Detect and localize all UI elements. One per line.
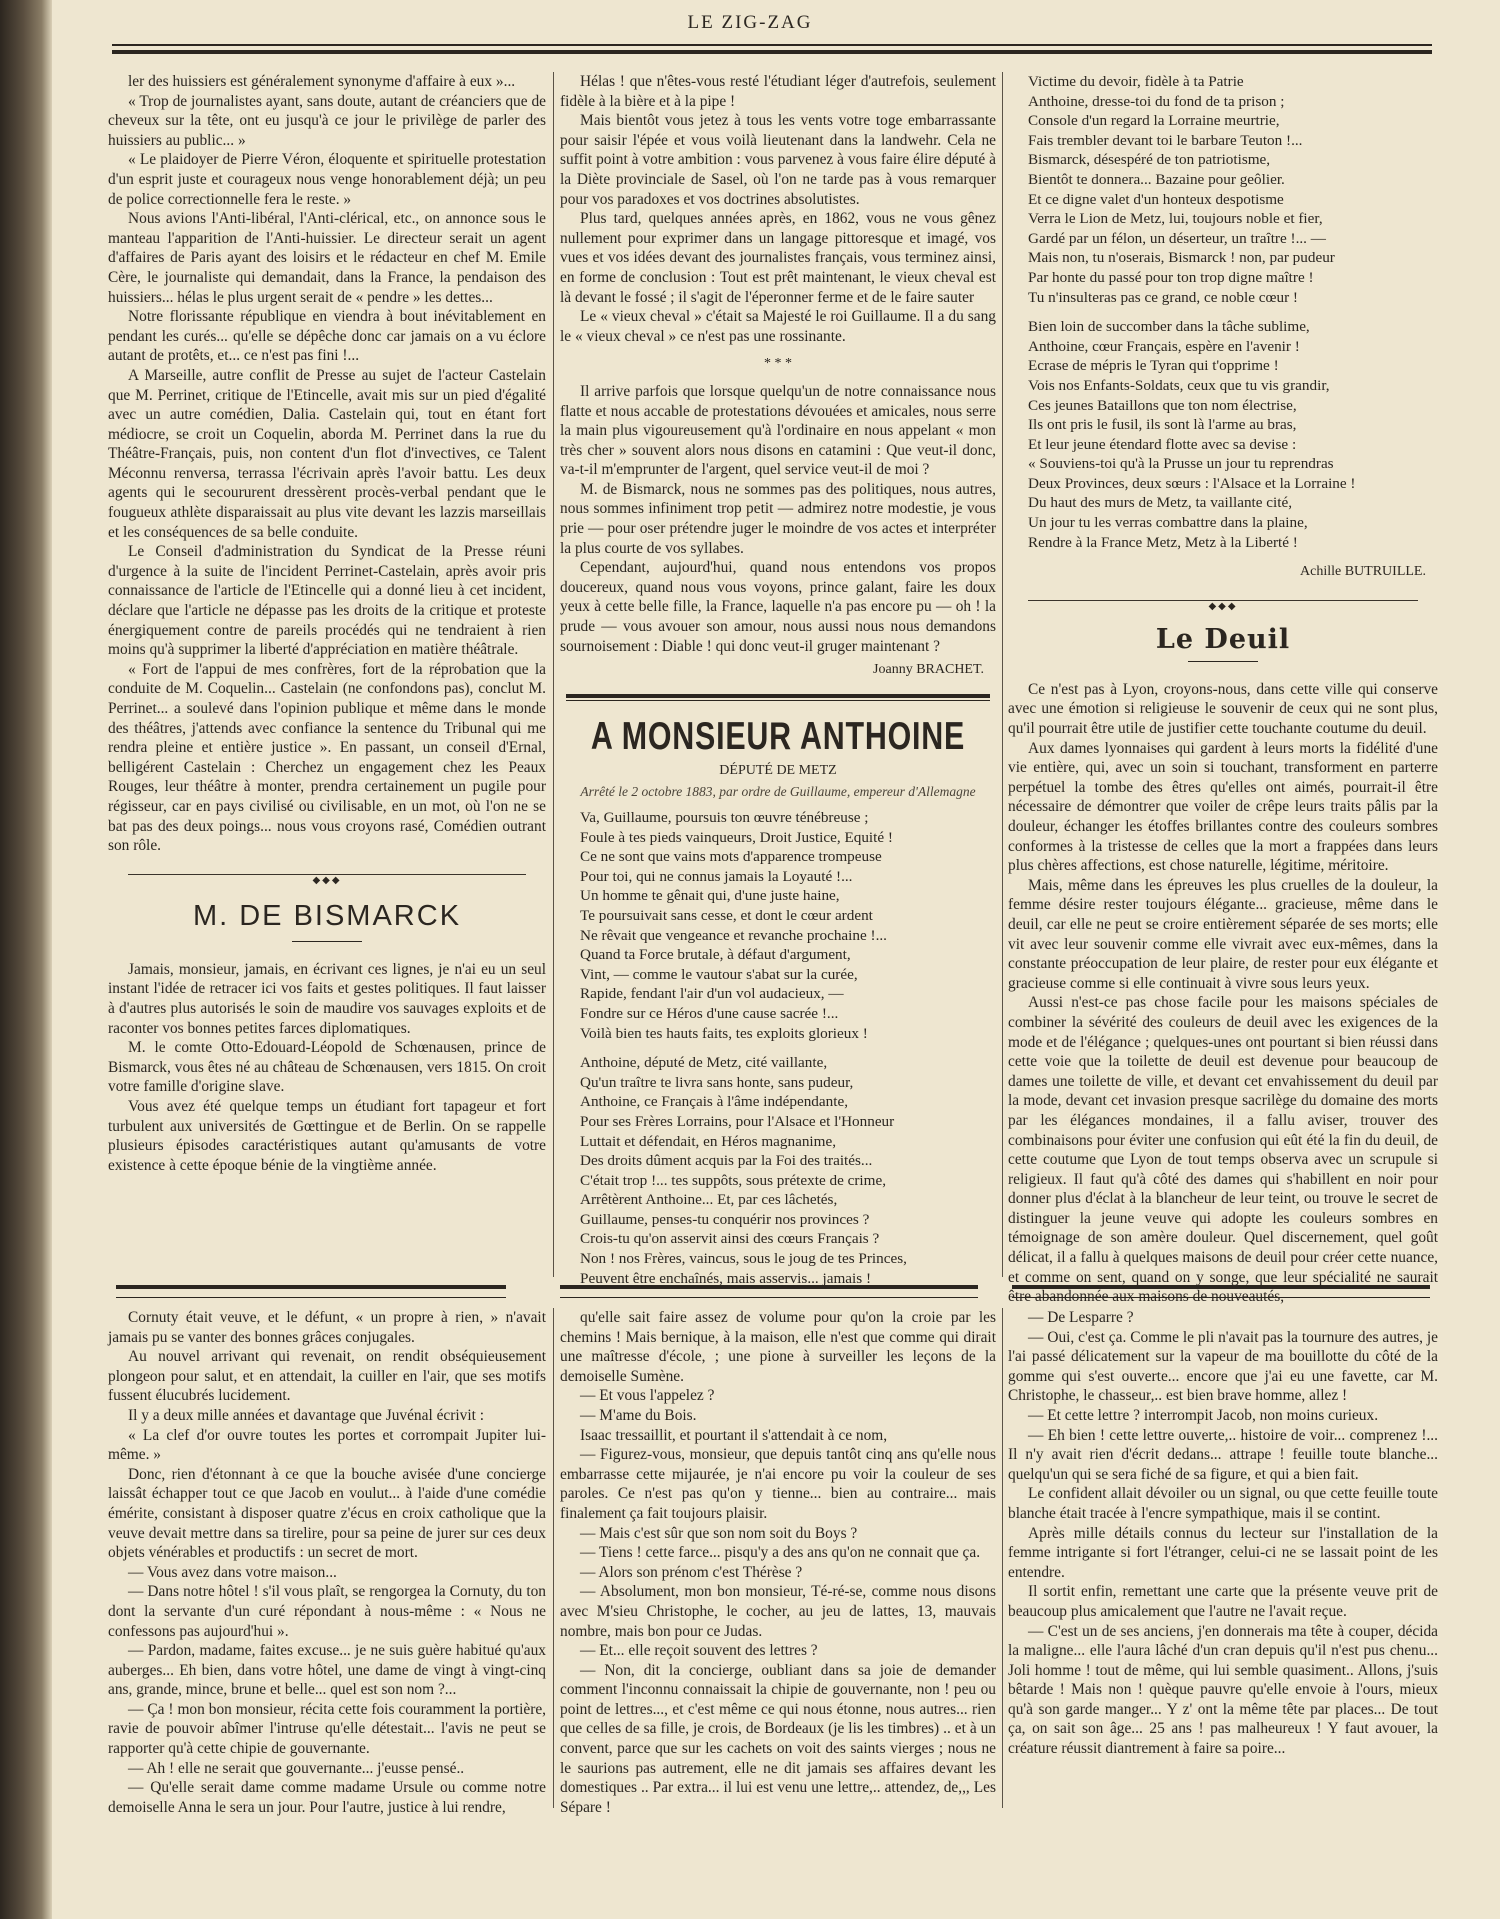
- paragraph: Il sortit enfin, remettant une carte que la présente veuve prit de beaucoup plus amicalement que l'autre ne l'avait reçue.: [1008, 1583, 1438, 1620]
- poem-line-list: [1008, 72, 1438, 307]
- poem-note: Arrêté le 2 octobre 1883, par ordre de Guillaume, empereur d'Allemagne: [580, 784, 976, 800]
- poem-line: Un jour tu les verras combattre dans la plaine,: [1028, 514, 1308, 532]
- section-rule: [116, 1285, 506, 1298]
- paragraph: Nous avions l'Anti-libéral, l'Anti-clérical, etc., on annonce sous le manteau l'apparition de l'Anti-huissier. Le directeur serait un agent d'affaires de Paris ayant des loisirs et le rédacteur en chef M. Emile Cère, le journaliste qui demandait, dans la France, la pendaison des huissiers... hélas le plus urgent serait de « pendre » les dettes...: [108, 210, 546, 306]
- poem-line: Et ce digne valet d'un honteux despotisme: [1028, 190, 1284, 208]
- paragraph: Hélas ! que n'êtes-vous resté l'étudiant léger d'autrefois, seulement fidèle à la bière et à la pipe !: [560, 73, 996, 110]
- section-rule: [566, 694, 990, 701]
- poem-line: Console d'un regard la Lorraine meurtrie,: [1028, 112, 1280, 130]
- paragraph: — Et vous l'appelez ?: [580, 1387, 715, 1405]
- paragraph-list: [1008, 680, 1438, 1307]
- paragraph: « Trop de journalistes ayant, sans doute, autant de créanciers que de cheveux sur la tête, ont eu jusqu'à ce jour le privilège de parler des huissiers au public... »: [108, 92, 546, 149]
- paragraph: Vous avez été quelque temps un étudiant fort tapageur et fort turbulent aux universités de Gœttingue et de Berlin. On se rappelle plusieurs épisodes caractéristiques autant qu'amusants de votre existence à cette époque bénie de la vingtième année.: [108, 1097, 546, 1174]
- poem-line: Anthoine, député de Metz, cité vaillante,: [580, 1054, 828, 1072]
- column-divider: [1002, 1308, 1003, 1808]
- paragraph: Le confident allait dévoiler ou un signal, ou que cette feuille toute blanche était tracée à l'encre sympathique, mais il se contint.: [1008, 1485, 1438, 1522]
- top-section: [108, 72, 1438, 1306]
- poem-line: Bien loin de succomber dans la tâche sublime,: [1028, 318, 1310, 336]
- poem-line: Luttait et défendait, en Héros magnanime,: [580, 1132, 836, 1150]
- top-column-3: [1008, 72, 1438, 1306]
- column-divider: [553, 1308, 554, 1808]
- poem-line: Qu'un traître te livra sans honte, sans pudeur,: [580, 1073, 854, 1091]
- paragraph: — Mais c'est sûr que son nom soit du Boys ?: [580, 1524, 858, 1542]
- poem-line: Bientôt te donnera... Bazaine pour geôlier.: [1028, 170, 1285, 188]
- poem-line: Fondre sur ce Héros d'une cause sacrée !...: [580, 1004, 839, 1022]
- paragraph: Notre florissante république en viendra à bout inévitablement en pendant les curés... qu'elle se dépêche donc car jamais on a vu éclore autant de protêts, et... ce n'est pas fini !...: [108, 308, 546, 365]
- paragraph: — Alors son prénom c'est Thérèse ?: [580, 1563, 803, 1581]
- paragraph: Cependant, aujourd'hui, quand nous entendons vos propos doucereux, quand nous vous voyons, prince galant, faire les doux yeux à cette belle fille, la France, laquelle n'a pas encore pu — oh ! la prude — vous avouer son amour, nous aussi nous nous demandons sournoisement : Diable ! qui donc veut-il gruger maintenant ?: [560, 559, 996, 655]
- poem-line: Non ! nos Frères, vaincus, sous le joug de tes Princes,: [580, 1250, 907, 1268]
- paragraph-list: [560, 72, 996, 346]
- column-divider: [553, 72, 554, 1277]
- paragraph-list: [1008, 1308, 1438, 1759]
- poem-line: Quand ta Force brutale, à défaut d'argument,: [580, 946, 851, 964]
- paragraph: — Tiens ! cette farce... pisqu'y a des ans qu'on ne connait que ça.: [580, 1544, 981, 1562]
- article-title-deuil: Le Deuil: [1155, 623, 1291, 655]
- paragraph: « La clef d'or ouvre toutes les portes et corrompait Jupiter lui-même. »: [108, 1426, 546, 1464]
- paragraph: — Ça ! mon bon monsieur, récita cette fois couramment la portière, ravie de pouvoir abîmer l'intruse qu'elle détestait... l'avis ne peut se rapporter qu'à cette chipie de gouvernante.: [108, 1700, 546, 1758]
- poem-line: Peuvent être enchaînés, mais asservis... jamais !: [580, 1269, 872, 1287]
- header-rule: [112, 44, 1432, 54]
- poem-line: Ils ont pris le fusil, ils sont là l'arme au bras,: [1028, 416, 1297, 434]
- paragraph: — Dans notre hôtel ! s'il vous plaît, se rengorgea la Cornuty, du ton dont la servante d'un curé répondant à nous-même : « Nous ne confessons pas aujourd'hui ».: [108, 1583, 546, 1640]
- poem-line: Voilà bien tes hauts faits, tes exploits glorieux !: [580, 1024, 868, 1042]
- paragraph: Il y a deux mille années et davantage que Juvénal écrivit :: [128, 1406, 484, 1424]
- poem-line-list: [560, 1053, 996, 1288]
- poem-line: Anthoine, ce Français à l'âme indépendante,: [580, 1093, 848, 1111]
- poem-line: Vint, — comme le vautour s'abat sur la curée,: [580, 965, 858, 983]
- poem-line: Ce ne sont que vains mots d'apparence trompeuse: [580, 848, 882, 866]
- poem-line: Bismarck, désespéré de ton patriotisme,: [1028, 151, 1271, 169]
- poem-line: C'était trop !... tes suppôts, sous prétexte de crime,: [580, 1171, 886, 1189]
- poem-line: Arrêtèrent Anthoine... Et, par ces lâchetés,: [580, 1191, 838, 1209]
- poem-line: Guillaume, penses-tu conquérir nos provinces ?: [580, 1210, 870, 1228]
- paragraph: — De Lesparre ?: [1028, 1309, 1134, 1326]
- poem-line: Un homme te gênait qui, d'une juste haine,: [580, 887, 840, 905]
- paragraph: M. de Bismarck, nous ne sommes pas des politiques, nous autres, nous sommes infiniment trop petit — admirez notre modestie, je vous prie — pour oser prétendre juger le moindre de vos actes et interpréter la plus courte de vos syllabes.: [560, 480, 996, 557]
- page-binding-edge: [0, 0, 52, 1919]
- ornament-divider: ◆◆◆: [1008, 596, 1438, 606]
- paragraph: — Oui, c'est ça. Comme le pli n'avait pas la tournure des autres, je l'ai passé délicatement sur la vapeur de ma bouillotte du côté de la gomme qui s'est ouverte... encore que j'ai eu une favette, car M. Christophe, le chasseur,.. est bien brave homme, allez !: [1008, 1328, 1438, 1405]
- paragraph: Au nouvel arrivant qui revenait, on rendit obséquieusement plongeon pour salut, et en attendait, la cuiller en l'air, que ses motifs fussent élucubrés lucidement.: [108, 1348, 546, 1405]
- paragraph: Cornuty était veuve, et le défunt, « un propre à rien, » n'avait jamais pu se vanter des bonnes grâces conjugales.: [108, 1309, 546, 1346]
- poem-line-list: [1008, 317, 1438, 552]
- title-rule: [292, 941, 362, 942]
- section-rule: [560, 1285, 978, 1298]
- poem-line: Rapide, fendant l'air d'un vol audacieux, —: [580, 985, 844, 1003]
- paragraph: — Absolument, mon bon monsieur, Té-ré-se, comme nous disons avec M'sieu Christophe, le cocher, au jeu de lattes, 13, mauvais nombre, mais bon pour ce Judas.: [560, 1583, 996, 1640]
- paragraph: A Marseille, autre conflit de Presse au sujet de l'acteur Castelain que M. Perrinet, critique de l'Etincelle, avait mis sur un pied d'égalité avec un autre comédien, Dalia. Castelain qui, tout en étant fort médiocre, se croit un Coquelin, aborda M. Perrinet dans la rue du Théâtre-Français, puis, non content d'un flot d'invectives, ce Talent Méconnu renversa, terrassa l'écrivain après l'avoir battu. Les deux agents qui le secoururent dressèrent procès-verbal pendant que le fougueux athlète disparaissait au plus vite devant les lazzis marseillais et les conséquences de sa belle conduite.: [108, 366, 546, 541]
- poem-title: A MONSIEUR ANTHOINE: [590, 714, 966, 758]
- poem-line: Du haut des murs de Metz, ta vaillante cité,: [1028, 494, 1293, 512]
- paragraph: — Figurez-vous, monsieur, que depuis tantôt cinq ans qu'elle nous embarrasse cette mijaurée, je n'ai encore pu voir la couleur de ses paroles. Ce n'est pas qu'on y tienne... bien au contraire... mais finalement ça fait toujours plaisir.: [560, 1446, 996, 1522]
- title-rule: [1188, 661, 1258, 662]
- poem-line: Ecrase de mépris le Tyran qui t'opprime !: [1028, 357, 1279, 375]
- paragraph: — Et... elle reçoit souvent des lettres ?: [580, 1642, 818, 1660]
- paragraph: Après mille détails connus du lecteur sur l'installation de la femme intrigante si fort l'étranger, celui-ci ne se lassait point de les entendre.: [1008, 1524, 1438, 1581]
- paragraph: Isaac tressaillit, et pourtant il s'attendait à ce nom,: [580, 1426, 888, 1444]
- paragraph: — Ah ! elle ne serait que gouvernante... j'eusse pensé..: [128, 1759, 465, 1777]
- top-column-2: [560, 72, 996, 1287]
- paragraph: « Fort de l'appui de mes confrères, fort de la réprobation que la conduite de M. Coquelin... Castelain (ne confondons pas), conclut M. Perrinet... a soulevé dans l'opinion publique et même dans le monde des théâtres, j'attends avec confiance la sentence du Tribunal qui me rendra pleine et entière justice ». En passant, un conseil d'Ernal, belligérent Castelain : Cherchez un engagement chez les Peaux Rouges, leur théâtre à monter, prendra certainement un pugile pour régisseur, car en pays civilisé ou civilisable, en un mot, où l'on ne se bat pas des deux poings... nous vous croyons rasé, Comédien outrant son rôle.: [108, 660, 546, 855]
- paragraph: Donc, rien d'étonnant à ce que la bouche avisée d'une concierge laissât échapper tout ce que Jacob en voulut... à l'aide d'une comédie émérite, consistant à disposer quatre z'écus en croix catholique que la veuve devait mettre dans sa tirelire, pour sa peine de jurer sur ces deux objets vénérables et productifs : un secret de mort.: [108, 1465, 546, 1562]
- paragraph-list: [560, 1308, 996, 1817]
- paragraph: M. le comte Otto-Edouard-Léopold de Schœnausen, prince de Bismarck, vous êtes né au château de Schœnausen, vers 1815. On croit votre famille d'origine slave.: [108, 1039, 546, 1096]
- poem-subtitle: DÉPUTÉ DE METZ: [719, 762, 837, 778]
- paragraph-list: [108, 960, 546, 1176]
- paragraph: Mais, même dans les épreuves les plus cruelles de la douleur, la femme désire rester toujours élégante... gracieuse, même dans le deuil, car elle ne peut se croire entièrement séparée de ses morts; elle vit avec leur souvenir comme elle vivrait avec eux-mêmes, dans la constante préoccupation de leur plaire, de rester pour eux élégante et gracieuse comme si elle continuait à vivre sous leurs yeux.: [1008, 876, 1438, 992]
- paragraph: — Eh bien ! cette lettre ouverte,.. histoire de voir... comprenez !... Il n'y avait rien d'écrit dedans... attrape ! feuille toute blanche... quelqu'un qui se sera fiché de sa figure, et qui a bien fait.: [1008, 1426, 1438, 1483]
- article-title-bismarck: M. DE BISMARCK: [192, 899, 462, 932]
- poem-line: Fais trembler devant toi le barbare Teuton !...: [1028, 131, 1303, 149]
- paragraph: Il arrive parfois que lorsque quelqu'un de notre connaissance nous flatte et nous accable de protestations dévouées et amicales, nous serre la main plus vigoureusement qu'à l'ordinaire en nous appelant « mon très cher » souvent alors nous disons en catamini : Que veut-il donc, va-t-il m'emprunter de l'argent, quel service veut-il de moi ?: [560, 382, 996, 479]
- poem-line: Victime du devoir, fidèle à ta Patrie: [1028, 73, 1244, 90]
- poem-line: Va, Guillaume, poursuis ton œuvre ténébreuse ;: [580, 809, 869, 826]
- bottom-section-feuilleton: [108, 1308, 1438, 1816]
- poem-line: Tu n'insulteras pas ce grand, ce noble cœur !: [1028, 288, 1298, 306]
- poem-line: Et leur jeune étendard flotte avec sa devise :: [1028, 435, 1297, 453]
- paragraph: — Et cette lettre ? interrompit Jacob, non moins curieux.: [1028, 1406, 1379, 1424]
- poem-line: Ces jeunes Bataillons que ton nom électrise,: [1028, 396, 1297, 414]
- poem-line: Mais non, tu n'oserais, Bismarck ! non, par pudeur: [1028, 249, 1335, 267]
- poem-line: Par honte du passé pour ton trop digne maître !: [1028, 268, 1314, 286]
- paragraph: — Vous avez dans votre maison...: [128, 1563, 337, 1581]
- column-divider: [1002, 72, 1003, 1277]
- poem-line: Rendre à la France Metz, Metz à la Liberté !: [1028, 533, 1298, 551]
- poem-line-list: [560, 808, 996, 1043]
- paragraph: — M'ame du Bois.: [580, 1406, 697, 1424]
- poem-line: Te poursuivait sans cesse, et dont le cœur ardent: [580, 906, 873, 924]
- poem-line: Foule à tes pieds vainqueurs, Droit Justice, Equité !: [580, 828, 893, 846]
- paragraph-list: [560, 382, 996, 656]
- paragraph: Ce n'est pas à Lyon, croyons-nous, dans cette ville qui conserve avec une émotion si religieuse le souvenir de ceux qui ne sont plus, qu'il pourrait être utile de justifier cette touchante coutume du deuil.: [1008, 680, 1438, 738]
- paragraph: Aussi n'est-ce pas chose facile pour les maisons spéciales de combiner la sévérité des couleurs de deuil avec les exigences de la mode et de l'élégance ; quelques-unes ont pourtant si bien réussi dans cette voie que la toilette de deuil est devenue pour beaucoup de dames une toilette de ville, et devant cet envahissement du deuil par la mode, devant cet invasion presque sacrilège du domaine des morts par les élégances mondaines, il a fallu aviser, trouver des combinaisons pour éviter une confusion qui eût été la fin du deuil, de cette coutume que Lyon de tout temps observa avec un scrupule si religieux. Il faut qu'à côté des dames qui s'habillent en noir pour donner plus d'éclat à la blancheur de leur teint, ou trouve le secret de distinguer la jeune veuve qui adopte les couleurs sombres en témoignage de son amère douleur. Quel discernement, quel goût délicat, il a fallu à quelques maisons de deuil pour créer cette nuance, et comme on sent, quand on y songe, que leur spécialité ne saurait être abandonnée aux maisons de nouveautés,: [1008, 994, 1438, 1306]
- poem-line: Verra le Lion de Metz, lui, toujours noble et fier,: [1028, 210, 1323, 228]
- signature: Achille BUTRUILLE.: [1300, 564, 1426, 580]
- section-rule: [1012, 1285, 1430, 1298]
- paragraph: — C'est un de ses anciens, j'en donnerais ma tête à couper, décida la maligne... elle l'aura lâché d'un cran depuis qu'il n'est pus chenu... Joli homme ! tout de même, qui lui semble quasiment.. Allons, j'suis bêtarde ! Mais non ! quèque pauvre qu'elle envoie à l'ours, mieux qu'à son garde manger... Y z' ont la même tête par places... De tout ça, on sait son âge... 25 ans ! pas malheureux ! Y faut avouer, la créature réussit diantrement à faire sa poire...: [1008, 1622, 1438, 1758]
- ornament-divider: ◆◆◆: [108, 870, 546, 880]
- paragraph: ler des huissiers est généralement synonyme d'affaire à eux »...: [128, 73, 516, 90]
- paragraph: Le Conseil d'administration du Syndicat de la Presse réuni d'urgence à la suite de l'incident Perrinet-Castelain, après avoir pris connaissance de l'article de l'Etincelle qui a donné lieu à cet incident, déclare que l'article ne dépasse pas les droits de la critique et proteste énergiquement contre de pareils procédés qui ne tendraient à rien moins qu'à supprimer la liberté d'appréciation en matière théâtrale.: [108, 543, 546, 659]
- poem-line: Gardé par un félon, un déserteur, un traître !... —: [1028, 229, 1326, 247]
- bottom-column-1: [108, 1308, 546, 1816]
- paragraph: Plus tard, quelques années après, en 1862, vous ne vous gênez nullement pour exprimer dans un langage pittoresque et imagé, vos vues et vos idées devant des journalistes français, vous terminez ainsi, en forme de conclusion : Tout est prêt maintenant, le vieux cheval est là devant le fossé ; il s'agit de l'éperonner ferme et de le faire sauter: [560, 210, 996, 306]
- paragraph: Jamais, monsieur, jamais, en écrivant ces lignes, je n'ai eu un seul instant l'idée de retracer ici vos faits et gestes politiques. Il faut laisser à d'autres plus autorisés le soin de maudire vos sauvages exploits et de raconter vos bonnes petites farces diplomatiques.: [108, 960, 546, 1037]
- paragraph: — Pardon, madame, faites excuse... je ne suis guère habitué qu'aux auberges... Eh bien, dans votre hôtel, une dame de vingt à vingt-cinq ans, grande, mince, brune et belle... quel est son nom ?...: [108, 1642, 546, 1699]
- paragraph: « Le plaidoyer de Pierre Véron, éloquente et spirituelle protestation d'un esprit juste et courageux nous venge honorablement déjà; un peu de police correctionnelle fera le reste. »: [108, 151, 546, 208]
- paragraph: Mais bientôt vous jetez à tous les vents votre toge embarrassante pour saisir l'épée et vous voilà lieutenant dans la landwehr. Cela ne suffit point à votre ambition : vous parvenez à vous faire élire député à la Diète provinciale de Sasel, où l'on ne tarde pas à vous remarquer pour vos paradoxes et vos doctrines absolutistes.: [560, 112, 996, 208]
- poem-line: Des droits dûment acquis par la Foi des traités...: [580, 1152, 873, 1170]
- poem-line: Anthoine, cœur Français, espère en l'avenir !: [1028, 337, 1300, 355]
- poem-line: Vois nos Enfants-Soldats, ceux que tu vis grandir,: [1028, 376, 1330, 394]
- poem-line: Crois-tu qu'on asservit ainsi des cœurs Français ?: [580, 1230, 880, 1248]
- signature: Joanny BRACHET.: [873, 662, 984, 678]
- poem-line: Deux Provinces, deux sœurs : l'Alsace et la Lorraine !: [1028, 474, 1356, 492]
- paragraph: Le « vieux cheval » c'était sa Majesté le roi Guillaume. Il a du sang le « vieux cheval » ce n'est pas une rossinante.: [560, 308, 996, 345]
- paragraph: — Non, dit la concierge, oubliant dans sa joie de demander comment l'inconnu connaissait la chipie de gouvernante, non ! peu ou point de lettres..., et c'est même ce qui nous étonne, nous autres... rien que celles de sa fille, je crois, de Bordeaux (je lis les timbres) .. et à un convent, parce que sur les cachets on voit des saints vierges ; nous ne le saurions pas autrement, elle ne dit jamais ses affaires devant les domestiques .. Par extra... il lui est venu une lettre,.. attendez, de,,, Les Sépare !: [560, 1661, 996, 1816]
- top-column-1: [108, 72, 546, 1277]
- bottom-column-2: [560, 1308, 996, 1816]
- paragraph-list: [108, 1308, 546, 1817]
- poem-line: Pour ses Frères Lorrains, pour l'Alsace et l'Honneur: [580, 1112, 895, 1130]
- paragraph: qu'elle sait faire assez de volume pour qu'on la croie par les chemins ! Mais bernique, à la maison, elle n'est que comme qui dirait une maîtresse d'école, ; une pione à surveiller les leçons de la demoiselle Sumène.: [560, 1309, 996, 1385]
- poem-line: Pour toi, qui ne connus jamais la Loyauté !...: [580, 867, 853, 885]
- paragraph: Aux dames lyonnaises qui gardent à leurs morts la fidélité d'une vie entière, qui, avec un soin si touchant, transforment en parterre perpétuel la tombe des êtres qu'elles ont aimés, pourrait-il être nécessaire de démontrer que voiler de crêpe leurs traits pâlis par la douleur, échanger les étoffes brillantes contre des couleurs sombres conformes à la tristesse de celles que la mort a frappées dans leurs plus chères affections, est chose naturelle, légitime, méritoire.: [1008, 739, 1438, 875]
- asterism: * * *: [764, 356, 792, 372]
- poem-line: Anthoine, dresse-toi du fond de ta prison ;: [1028, 92, 1285, 110]
- poem-line: « Souviens-toi qu'à la Prusse un jour tu reprendras: [1028, 455, 1334, 473]
- bottom-column-3: [1008, 1308, 1438, 1808]
- newspaper-masthead: LE ZIG-ZAG: [687, 12, 813, 33]
- poem-line: Ne rêvait que vengeance et revanche prochaine !...: [580, 926, 887, 944]
- paragraph-list: [108, 72, 546, 856]
- paragraph: — Qu'elle serait dame comme madame Ursule ou comme notre demoiselle Anna le sera un jour. Pour l'autre, justice à lui rendre,: [108, 1779, 546, 1816]
